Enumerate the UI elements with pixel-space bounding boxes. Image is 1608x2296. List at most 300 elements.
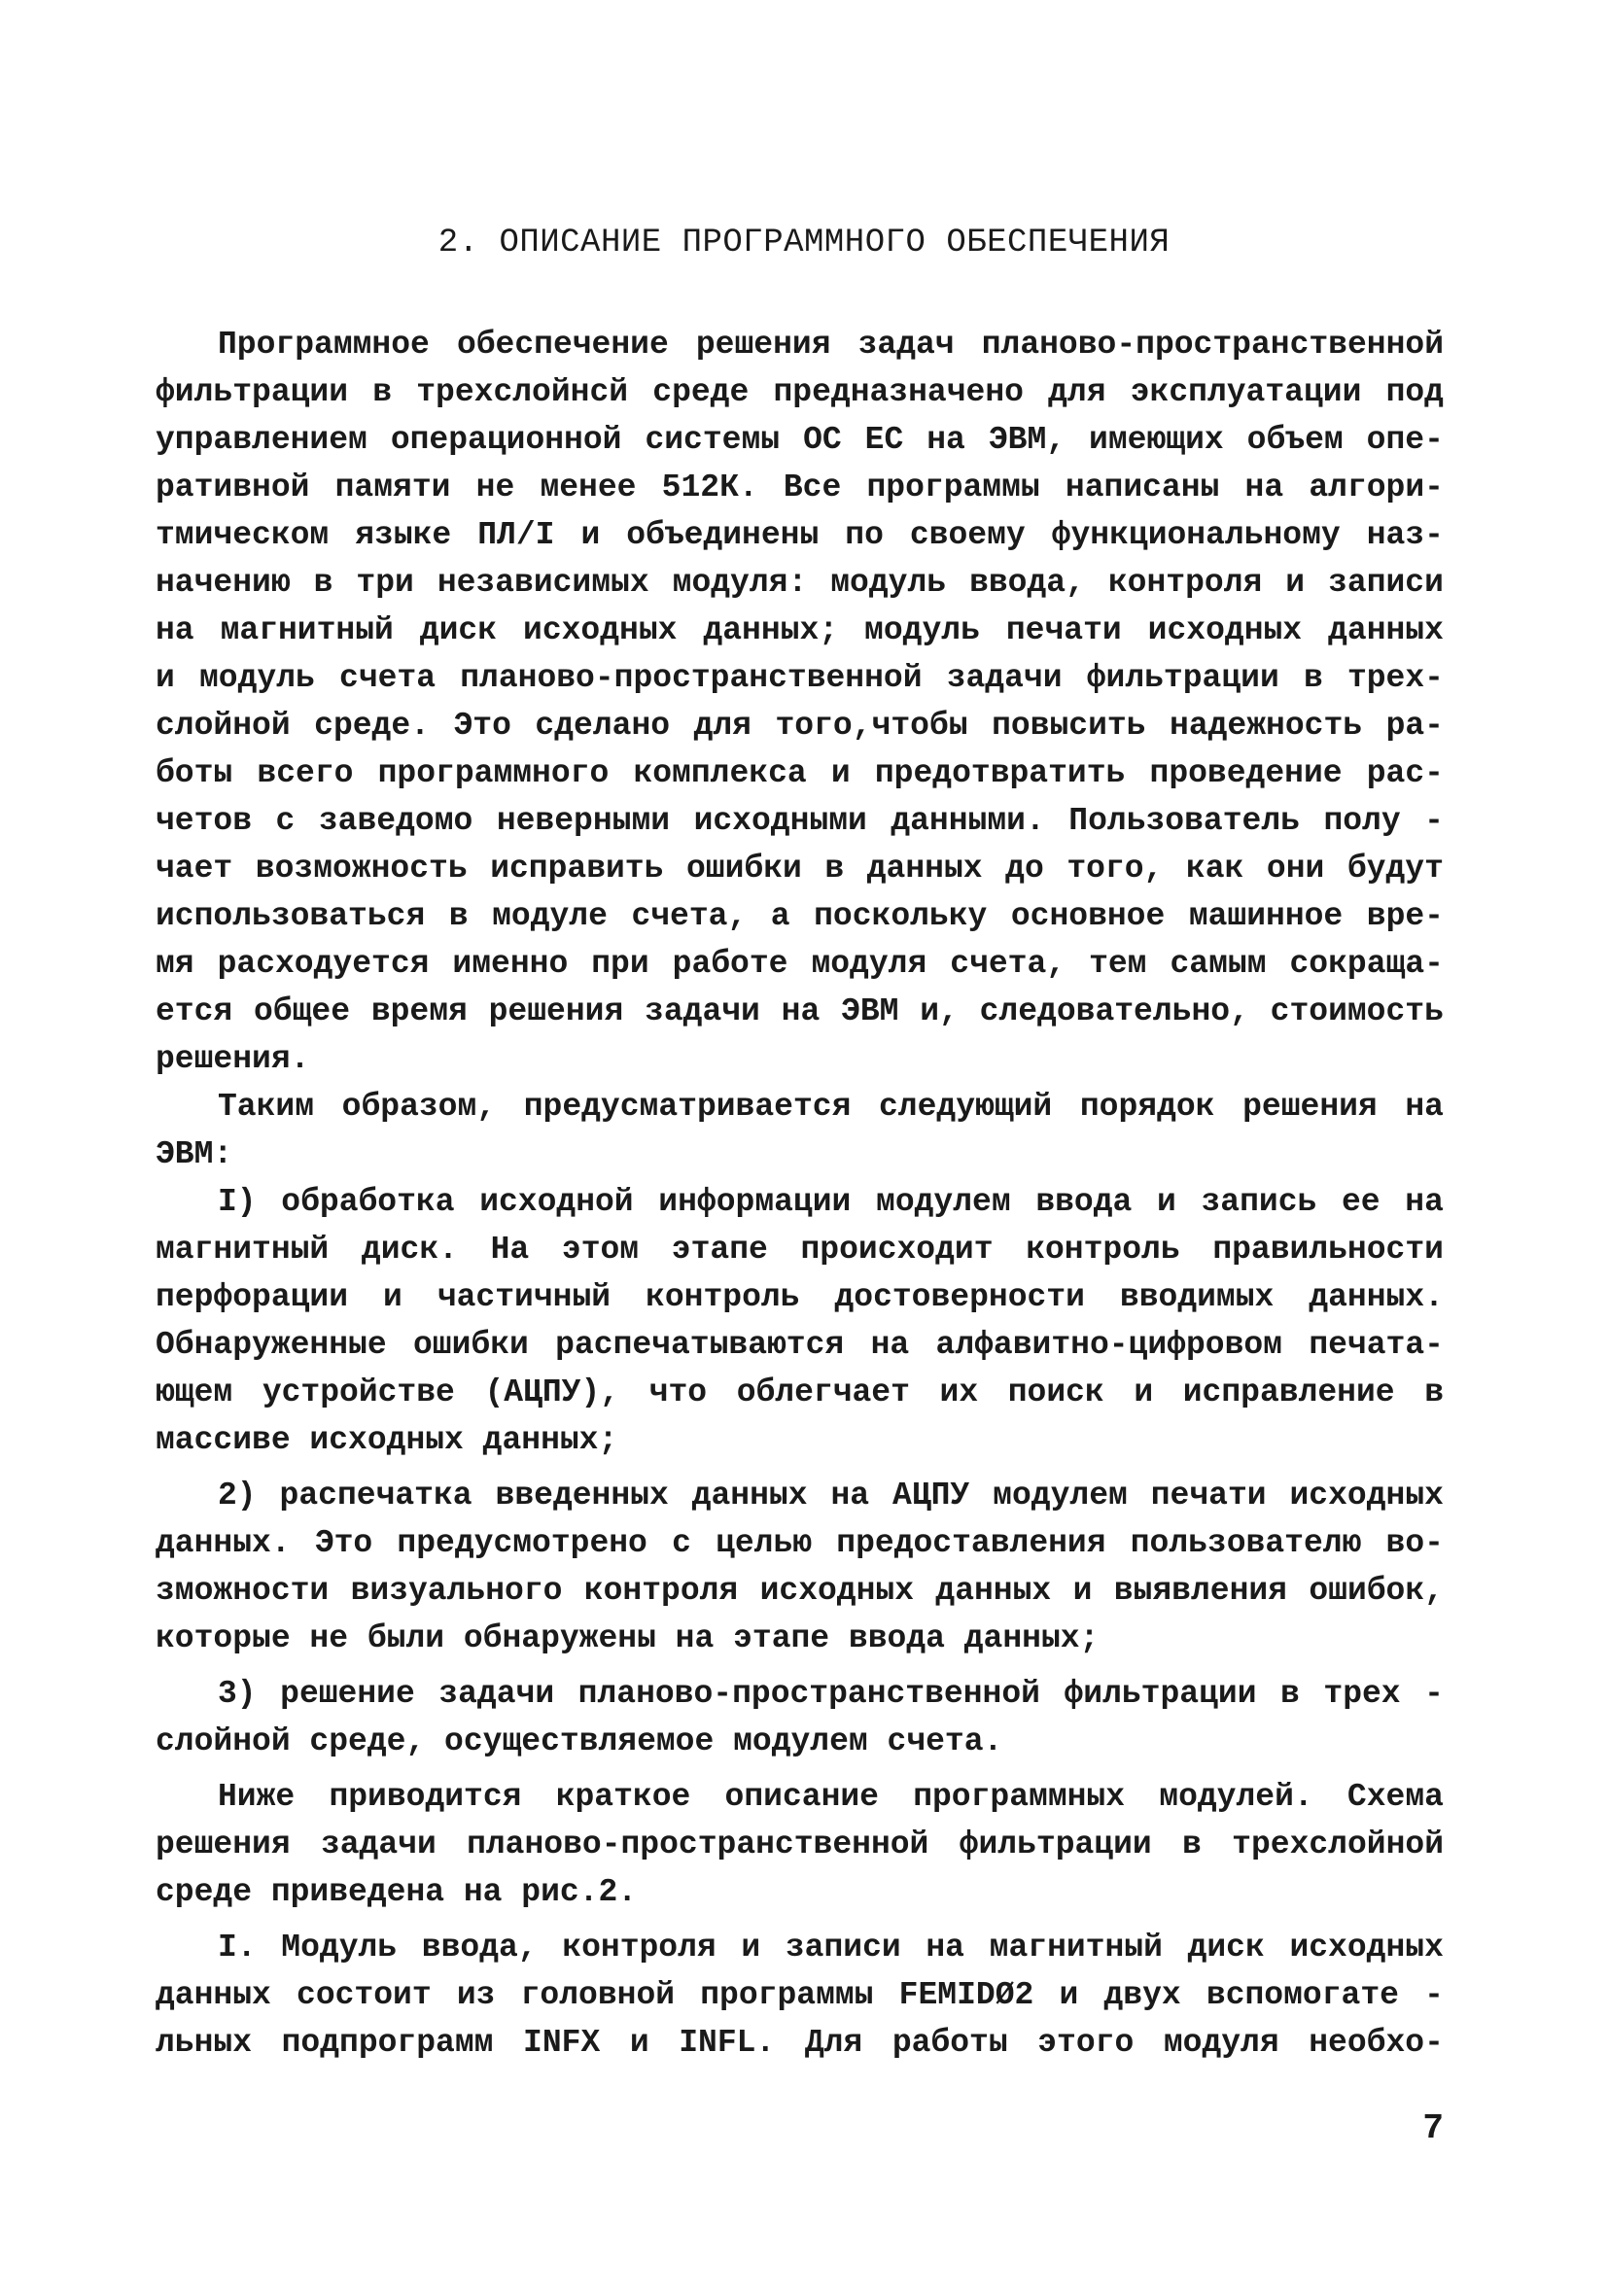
word: в [1280,1676,1300,1712]
word: 512К. [661,470,758,505]
word: работы [891,2025,1008,2061]
text-line [156,1369,1444,1416]
word: на [870,1327,910,1363]
word: ется [156,993,233,1029]
word: их [939,1374,979,1410]
word: данных. [1309,1279,1444,1315]
word: модуль [864,612,980,648]
word: того, [1066,851,1164,887]
word: частичный [437,1279,612,1315]
text-line [156,321,1444,368]
text-line [156,368,1444,416]
word: модуля [1163,2025,1279,2061]
word: ЕС [864,422,904,458]
word: информации [658,1184,852,1220]
word: исходных [1289,1478,1444,1513]
word: объем [1246,422,1344,458]
word: на [1244,470,1284,505]
word: диск. [361,1232,458,1268]
word: устройстве [262,1374,455,1410]
text-line [156,749,1444,797]
word: ющем [156,1374,233,1410]
word: На [490,1232,530,1268]
word: повысить [992,708,1146,744]
word: предусматривается [523,1089,852,1125]
word: поскольку [814,898,988,934]
word: по [845,517,884,553]
word: трех- [1346,660,1444,696]
word: пользователю [1130,1525,1362,1561]
text-line [156,1083,1444,1131]
line-text: ЭВМ: [156,1136,233,1172]
word: INFL. [679,2025,776,2061]
word: сделано [535,708,671,744]
word: фильтрации [1086,660,1279,696]
word: эксплуатации [1130,374,1362,410]
text-line [156,797,1444,845]
word: ввода, [421,1930,538,1966]
word: решение [280,1676,415,1712]
text-line [156,1773,1444,1821]
word: ошибки [412,1327,529,1363]
word: задачи [645,993,760,1029]
word: для [693,708,752,744]
word: во- [1385,1525,1444,1561]
word: Пользователь [1068,803,1300,839]
word: операционной [390,422,622,458]
word: и [830,755,851,791]
text-line [156,1519,1444,1567]
line-text: массиве исходных данных; [156,1422,618,1458]
word: написаны [1065,470,1220,505]
word: вре- [1366,898,1444,934]
word: планово-пространственной [460,660,923,696]
word: INFX [523,2025,601,2061]
word: на [926,422,965,458]
word: при [591,946,649,982]
word: подпрограмм [281,2025,494,2061]
word: предоставления [836,1525,1106,1561]
word: наз- [1366,517,1444,553]
word: счета, [631,898,748,934]
text-line [156,940,1444,988]
word: программных [913,1779,1126,1815]
word: данными. [891,803,1045,839]
word: из [456,1977,496,2013]
word: счета [339,660,437,696]
word: диск [1187,1930,1265,1966]
word: следующий [879,1089,1053,1125]
word: ошибки [685,851,802,887]
text-line [156,1416,1444,1464]
word: контроля [583,1573,739,1609]
text-line [156,416,1444,464]
word: визуального [350,1573,563,1609]
text-line [156,892,1444,940]
word: записи [785,1930,901,1966]
word: образом, [341,1089,497,1125]
word: двух [1103,1977,1181,2013]
word: модулем [993,1478,1128,1513]
text-line [156,845,1444,892]
word: вспомогате [1206,1977,1399,2013]
word: управлением [156,422,367,458]
word: заведомо [318,803,473,839]
word: целью [716,1525,813,1561]
word: обеспечение [456,327,669,363]
word: именно [452,946,569,982]
word: самым [1170,946,1267,982]
word: I) [218,1184,257,1220]
word: боты [156,755,233,791]
word: решения [1242,1089,1378,1125]
word: данных [691,1478,808,1513]
word: запись [1201,1184,1317,1220]
word: общее [254,993,351,1029]
word: Таким [218,1089,315,1125]
text-line [156,1131,1444,1178]
word: записи [1328,565,1444,601]
word: выявления [1113,1573,1287,1609]
text-line [156,2019,1444,2067]
text-line [156,1472,1444,1519]
word: программного [377,755,610,791]
word: и [1059,1977,1079,2013]
word: приводится [329,1779,522,1815]
word: данных [156,1977,271,2013]
word: распечатка [279,1478,472,1513]
word: достоверности [834,1279,1085,1315]
word: Для [804,2025,863,2061]
word: они [1266,851,1325,887]
text-line [156,1924,1444,1971]
word: печати [1150,1478,1267,1513]
word: предусмотрено [397,1525,647,1561]
word: вводимых [1119,1279,1275,1315]
text-line [156,1226,1444,1273]
word: языке [355,517,452,553]
word: неверными [496,803,671,839]
word: предотвратить [874,755,1126,791]
word: программы [866,470,1040,505]
word: перфорации [156,1279,349,1315]
word: Схема [1346,1779,1444,1815]
word: ошибок, [1309,1573,1444,1609]
word: льных [156,2025,253,2061]
word: программы [700,1977,874,2013]
word: исходных [1147,612,1303,648]
word: исправить [490,851,664,887]
word: до [1005,851,1044,887]
word: не [475,470,515,505]
word: а [770,898,790,934]
word: исходных [523,612,678,648]
text-line [156,1821,1444,1868]
word: этом [561,1232,640,1268]
word: обработка [281,1184,455,1220]
word: проведение [1149,755,1343,791]
word: и [156,660,175,696]
text-line [156,464,1444,511]
word: решения [156,1826,291,1862]
word: ОС [803,422,842,458]
word: происходит [800,1232,994,1268]
word: счета, [950,946,1066,982]
word: магнитный [156,1232,330,1268]
word: фильтрации [1064,1676,1257,1712]
word: чает [156,851,233,887]
word: на [156,612,194,648]
body-text [156,321,1444,2067]
word: Ниже [218,1779,296,1815]
word: решения [488,993,624,1029]
word: менее [540,470,637,505]
word: исходной [479,1184,634,1220]
text-line [156,607,1444,654]
word: с [275,803,296,839]
word: в [448,898,469,934]
word: планово-пространственной [467,1826,929,1862]
word: в [1303,660,1323,696]
word: задачи [946,660,1063,696]
word: на [781,993,821,1029]
text-line [156,1718,1444,1765]
word: среде. [314,708,430,744]
word: и [383,1279,402,1315]
text-line [156,1971,1444,2019]
word: в [824,851,845,887]
word: в [1424,1374,1444,1410]
word: и [741,1930,761,1966]
word: - [1424,1977,1444,2013]
word: системы [645,422,781,458]
text-line [156,1670,1444,1718]
word: с [672,1525,691,1561]
word: задачи [320,1826,437,1862]
word: модуля: [672,565,808,601]
section-heading: 2. ОПИСАНИЕ ПРОГРАММНОГО ОБЕСПЕЧЕНИЯ [437,225,1171,261]
text-line [156,1273,1444,1321]
text-line [156,559,1444,607]
word: на [1405,1089,1444,1125]
word: в [1182,1826,1202,1862]
word: объединены [626,517,820,553]
word: магнитный [989,1930,1163,1966]
word: независимых [437,565,649,601]
word: Это [314,1525,373,1561]
word: 3) [218,1676,257,1712]
word: предназначено [773,374,1024,410]
text-line [156,511,1444,559]
word: порядок [1079,1089,1215,1125]
word: ЭВМ [841,993,899,1029]
word: печати [1005,612,1122,648]
text-line [156,702,1444,749]
word: исходных [759,1573,915,1609]
word: алфавитно-цифровом [935,1327,1282,1363]
word: АЦПУ [892,1478,970,1513]
word: основное [1010,898,1166,934]
word: задач [857,327,955,363]
page-number: 7 [1422,2108,1444,2148]
word: облегчает [736,1374,910,1410]
word: магнитный [220,612,394,648]
word: имеющих [1089,422,1224,458]
word: фильтрации [959,1826,1152,1862]
word: модуль [830,565,947,601]
word: полу [1323,803,1401,839]
word: всего [257,755,354,791]
word: правильности [1212,1232,1444,1268]
word: под [1385,374,1444,410]
text-line [156,1567,1444,1615]
word: начению [156,565,291,601]
line-text: слойной среде, осуществляемое модулем счета. [156,1723,1003,1759]
word: описание [724,1779,879,1815]
word: Все [783,470,842,505]
text-line [156,1321,1444,1369]
word: этапе [671,1232,768,1268]
word: Модуль [281,1930,398,1966]
word: на [1405,1184,1444,1220]
word: планово-пространственной [577,1676,1040,1712]
word: четов [156,803,253,839]
word: печата- [1309,1327,1444,1363]
word: памяти [334,470,451,505]
word: состоит [297,1977,432,2013]
word: планово-пространственной [981,327,1444,363]
word: и [629,2025,649,2061]
word: исходными [693,803,867,839]
word: и [580,517,601,553]
word: тем [1089,946,1147,982]
word: надежность [1170,708,1363,744]
word: использоваться [156,898,426,934]
word: трехслойнсй [416,374,629,410]
word: и, [920,993,959,1029]
word: данных; [703,612,839,648]
word: алгори- [1309,470,1444,505]
word: как [1185,851,1244,887]
word: - [1424,803,1444,839]
word: зможности [156,1573,330,1609]
text-line [156,988,1444,1035]
word: сокраща- [1289,946,1444,982]
word: 2) [218,1478,257,1513]
word: ПЛ/I [477,517,555,553]
word: исходных [1289,1930,1444,1966]
word: ративной [156,470,310,505]
word: среде [652,374,750,410]
word: на [830,1478,870,1513]
line-text: среде приведена на рис.2. [156,1874,638,1910]
word: Это [453,708,511,744]
word: на [926,1930,964,1966]
word: диск [419,612,498,648]
word: рас- [1366,755,1444,791]
word: контроль [1026,1232,1180,1268]
word: для [1048,374,1106,410]
text-line [156,1868,1444,1916]
word: модуль [199,660,315,696]
word: модуле [492,898,608,934]
word: комплекса [633,755,807,791]
word: поиск [1007,1374,1104,1410]
word: распечатываются [555,1327,845,1363]
word: стоимость [1270,993,1444,1029]
word: ввода, [969,565,1085,601]
word: контроль [646,1279,800,1315]
word: краткое [555,1779,691,1815]
word: время [370,993,468,1029]
word: машинное [1188,898,1344,934]
word: - [1424,1676,1444,1712]
word: задачи [438,1676,555,1712]
word: модулем [876,1184,1011,1220]
text-line [156,1035,1444,1083]
word: три [356,565,414,601]
word: данных [866,851,983,887]
word: модулей. [1159,1779,1313,1815]
word: решения [695,327,831,363]
word: и [1157,1184,1176,1220]
word: необхо- [1309,2025,1444,2061]
word: расходуется [217,946,430,982]
word: своему [909,517,1026,553]
word: контроля [1107,565,1263,601]
word: тмическом [156,517,330,553]
line-text: решения. [156,1041,310,1077]
word: Обнаруженные [156,1327,387,1363]
word: трех [1323,1676,1401,1712]
word: (АЦПУ), [484,1374,620,1410]
text-line [156,1178,1444,1226]
word: того,чтобы [775,708,968,744]
word: ввода [1035,1184,1133,1220]
text-line [156,654,1444,702]
word: в [372,374,393,410]
word: и [1285,565,1306,601]
word: слойной [156,708,291,744]
word: следовательно, [979,993,1249,1029]
word: трехслойной [1232,1826,1444,1862]
word: I. [218,1930,257,1966]
word: Программное [218,327,430,363]
word: и [1134,1374,1154,1410]
word: функциональному [1051,517,1341,553]
text-line [156,1615,1444,1662]
word: и [1072,1573,1093,1609]
word: будут [1346,851,1444,887]
word: ее [1342,1184,1381,1220]
word: фильтрации [156,374,349,410]
word: данных. [156,1525,291,1561]
word: мя [156,946,194,982]
word: исправление [1182,1374,1395,1410]
word: данных [935,1573,1052,1609]
word: ра- [1385,708,1444,744]
word: в [313,565,333,601]
word: возможность [255,851,468,887]
word: ЭВМ, [988,422,1066,458]
line-text: которые не были обнаружены на этапе ввода данных; [156,1620,1100,1656]
word: головной [520,1977,676,2013]
word: данных [1328,612,1444,648]
word: введенных [495,1478,669,1513]
word: модуля [811,946,927,982]
word: опе- [1366,422,1444,458]
word: FEMIDØ2 [898,1977,1034,2013]
